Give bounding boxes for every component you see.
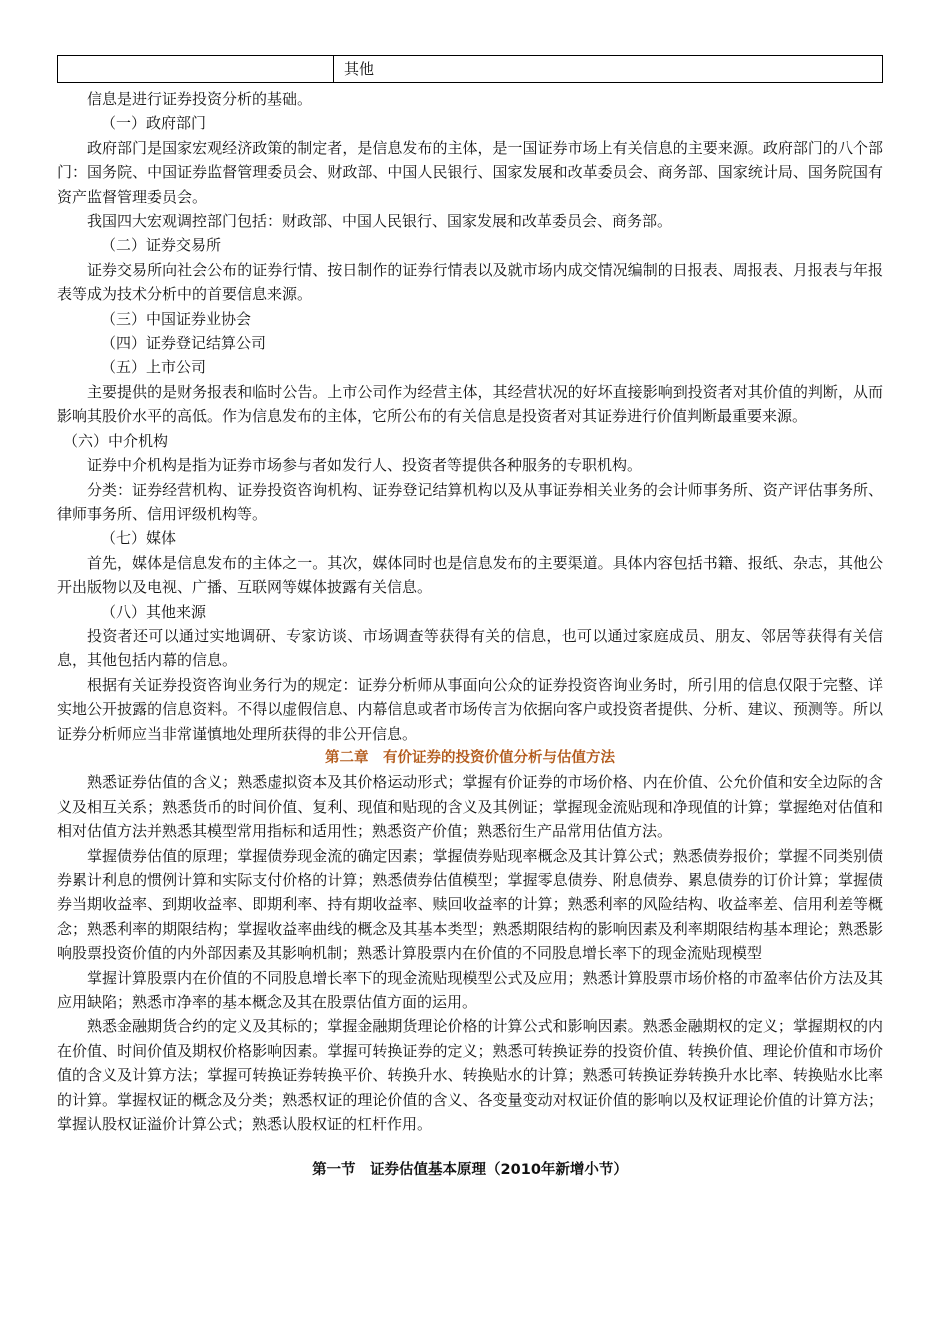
subheading: （三）中国证券业协会 bbox=[101, 309, 252, 328]
paragraph: 信息是进行证券投资分析的基础。 bbox=[87, 90, 313, 108]
paragraph: 首先，媒体是信息发布的主体之一。其次，媒体同时也是信息发布的主要渠道。具体内容包括书籍、报纸、杂志，其他公开出版物以及电视、广播、互联网等媒体披露有关信息。 bbox=[57, 553, 883, 597]
paragraph: 证券中介机构是指为证券市场参与者如发行人、投资者等提供各种服务的专职机构。 bbox=[87, 456, 643, 475]
paragraph: 掌握计算股票内在价值的不同股息增长率下的现金流贴现模型公式及应用；熟悉计算股票市场价格的市盈率估价方法及其应用缺陷；熟悉市净率的基本概念及其在股票估值方面的运用。 bbox=[57, 968, 883, 1012]
paragraph: 我国四大宏观调控部门包括：财政部、中国人民银行、国家发展和改革委员会、商务部。 bbox=[87, 212, 673, 231]
table-row bbox=[57, 55, 883, 83]
paragraph: 根据有关证券投资咨询业务行为的规定：证券分析师从事面向公众的证券投资咨询业务时，所引用的信息仅限于完整、详实地公开披露的信息资料。不得以虚假信息、内幕信息或者市场传言为依据向客户或投资者提供、分析、建议、预测等。所以证券分析师应当非常谨慎地处理所获得的非公开信息。 bbox=[57, 675, 883, 743]
paragraph: 投资者还可以通过实地调研、专家访谈、市场调查等获得有关的信息，也可以通过家庭成员、朋友、邻居等获得有关信息，其他包括内幕的信息。 bbox=[57, 626, 883, 670]
paragraph: 主要提供的是财务报表和临时公告。上市公司作为经营主体，其经营状况的好坏直接影响到投资者对其价值的判断，从而影响其股价水平的高低。作为信息发布的主体，它所公布的有关信息是投资者对其证券进行价值判断最重要来源。 bbox=[57, 382, 883, 426]
paragraph: 熟悉金融期货合约的定义及其标的；掌握金融期货理论价格的计算公式和影响因素。熟悉金融期权的定义；掌握期权的内在价值、时间价值及期权价格影响因素。掌握可转换证券的定义；熟悉可转换证券的投资价值、转换价值、理论价值和市场价值的含义及计算方法；掌握可转换证券转换平价、转换升水、转换贴水的计算；熟悉可转换证券转换升水比率、转换贴水比率的计算。掌握权证的概念及分类；熟悉权证的理论价值的含义、各变量变动对权证价值的影响以及权证理论价值的计算方法；掌握认股权证溢价计算公式；熟悉认股权证的杠杆作用。 bbox=[57, 1017, 883, 1134]
paragraph: 掌握债券估值的原理；掌握债券现金流的确定因素；掌握债券贴现率概念及其计算公式；熟悉债券报价；掌握不同类别债券累计利息的惯例计算和实际支付价格的计算；熟悉债券估值模型；掌握零息债券、附息债券、累息债券的订价计算；掌握债券当期收益率、到期收益率、即期利率、持有期收益率、赎回收益率的计算；熟悉利率的风险结构、收益率差、信用利差等概念；熟悉利率的期限结构；掌握收益率曲线的概念及其基本类型；熟悉期限结构的影响因素及利率期限结构基本理论；熟悉影响股票投资价值的内外部因素及其影响机制；熟悉计算股票内在价值的不同股息增长率下的现金流贴现模型 bbox=[57, 846, 883, 963]
paragraph: 熟悉证券估值的含义；熟悉虚拟资本及其价格运动形式；掌握有价证券的市场价格、内在价值、公允价值和安全边际的含义及相互关系；熟悉货币的时间价值、复利、现值和贴现的含义及其例证；掌握现金流贴现和净现值的计算；掌握绝对估值和相对估值方法并熟悉其模型常用指标和适用性；熟悉资产价值；熟悉衍生产品常用估值方法。 bbox=[57, 773, 883, 841]
subheading: （四）证券登记结算公司 bbox=[101, 334, 267, 353]
section-heading: 第一节 证券估值基本原理（2010年新增小节） bbox=[312, 1162, 628, 1179]
document-page bbox=[57, 55, 883, 1183]
paragraph: 政府部门是国家宏观经济政策的制定者，是信息发布的主体，是一国证券市场上有关信息的主要来源。政府部门的八个部门：国务院、中国证券监督管理委员会、财政部、中国人民银行、国家发展和改革委员会、商务部、国家统计局、国务院国有资产监督管理委员会。 bbox=[57, 138, 883, 206]
subheading: （七）媒体 bbox=[101, 529, 177, 548]
paragraph: 分类：证券经营机构、证券投资咨询机构、证券登记结算机构以及从事证券相关业务的会计师事务所、资产评估事务所、律师事务所、信用评级机构等。 bbox=[57, 480, 883, 523]
subheading: （五）上市公司 bbox=[101, 358, 207, 377]
paragraph: 证券交易所向社会公布的证券行情、按日制作的证券行情表以及就市场内成交情况编制的日报表、周报表、月报表与年报表等成为技术分析中的首要信息来源。 bbox=[57, 260, 883, 304]
chapter-heading: 第二章 有价证券的投资价值分析与估值方法 bbox=[325, 749, 615, 766]
subheading: （一）政府部门 bbox=[101, 114, 207, 133]
table-cell-other: 其他 bbox=[344, 60, 375, 78]
document-body bbox=[57, 87, 883, 1183]
subheading: （八）其他来源 bbox=[101, 602, 207, 621]
table-cell-empty bbox=[58, 56, 334, 82]
subheading: （六）中介机构 bbox=[63, 431, 169, 450]
subheading: （二）证券交易所 bbox=[101, 236, 222, 255]
